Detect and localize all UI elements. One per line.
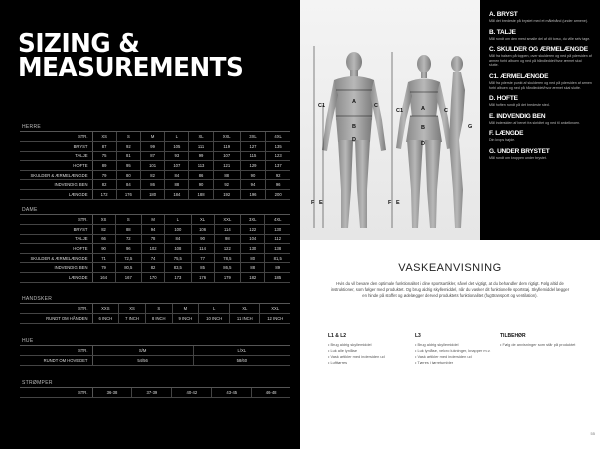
wash-instruction-item: • Luk lynlåse, velcro lukninger, knapper m.v. — [415, 348, 495, 354]
cell-value: 107 — [213, 151, 240, 161]
side-figure-svg — [435, 40, 480, 240]
cell-value: 78,5 — [214, 253, 240, 263]
cell-value: 196 — [240, 190, 266, 200]
handsker-size-table — [20, 296, 290, 324]
cell-value: S — [115, 215, 141, 225]
table-row — [20, 190, 290, 200]
cell-value: 84 — [116, 180, 140, 190]
section-label: DAME — [20, 207, 290, 215]
legend-title: D. HOFTE — [489, 95, 518, 103]
wash-instruction-item: • Tørres i tørretumbler — [415, 360, 495, 366]
wash-instruction-item: • Følg de anvisninger som står på produktet — [500, 342, 580, 348]
legend-description: Mål fra halsen på toppen, over skulderen og ned på ydersiden af armen forbi albuen og ned på håndleddet/hvor ærmet skal slutte. — [489, 54, 592, 68]
label-a-male: A — [352, 99, 356, 105]
legend-title: E. INDVENDIG BEN — [489, 112, 546, 120]
title-line-1: SIZING & — [18, 29, 140, 59]
wash-column-l3 — [415, 333, 495, 366]
cell-value: XXL — [213, 132, 240, 142]
cell-value: 115 — [240, 151, 266, 161]
cell-value: 114 — [191, 244, 214, 254]
washing-text: Hvis du vil bevare den optimale funktionalitet i dine sportsartikler, såvel det vigtigt, at du behandler dem rigtigt. Følg altid de instruktioner, som følger med produktet. Og brug aldrig skyllemiddel, når du vasker dit funktionelle sportstøj. Skyllemiddel lægger en hinde på stoffet og ødelægger derved produktets funktionalitet (fugttransport og ventilation). — [330, 281, 570, 299]
table-row — [20, 244, 290, 254]
cell-value: 122 — [214, 244, 240, 254]
wash-column-heading: L1 & L2 — [328, 333, 347, 339]
cell-value: XXL — [214, 215, 240, 225]
cell-value: 43-45 — [212, 388, 252, 398]
table-row — [20, 253, 290, 263]
table-row — [20, 151, 290, 161]
cell-value: 96 — [115, 244, 141, 254]
cell-value: 179 — [214, 273, 240, 283]
cell-value: 3XL — [240, 132, 266, 142]
cell-value: XL — [230, 304, 260, 314]
row-label: STR. — [20, 132, 92, 142]
cell-value: 90 — [189, 180, 213, 190]
section-label: HANDSKER — [20, 296, 290, 304]
cell-value: 119 — [213, 142, 240, 152]
cell-value: 4XL — [266, 132, 290, 142]
cell-value: 100 — [165, 225, 191, 235]
table-header-row — [20, 346, 290, 356]
label-f-female: F — [388, 200, 392, 206]
label-b-female: B — [421, 125, 425, 131]
cell-value: 123 — [266, 151, 290, 161]
cell-value: 46-48 — [252, 388, 290, 398]
row-label: TALJE — [20, 151, 92, 161]
table-header-row — [20, 132, 290, 142]
cell-value: 82 — [142, 263, 165, 273]
legend-title: C. SKULDER OG ÆRMELÆNGDE — [489, 46, 588, 54]
cell-value: 84 — [165, 170, 189, 180]
row-label: BRYST — [20, 142, 92, 152]
size-table — [20, 215, 290, 283]
row-label: STR. — [20, 304, 92, 314]
cell-value: 90 — [92, 244, 115, 254]
cell-value: 85 — [191, 263, 214, 273]
wash-instruction-item: • Vask artikler med indersiden ud — [415, 354, 495, 360]
size-table — [20, 304, 290, 324]
hue-size-table — [20, 338, 290, 366]
row-label: INDVENDIG BEN — [20, 180, 92, 190]
cell-value: 96 — [266, 180, 290, 190]
table-row — [20, 273, 290, 283]
cell-value: 164 — [92, 273, 115, 283]
cell-value: L/XL — [193, 346, 290, 356]
legend-item — [489, 148, 592, 161]
size-table — [20, 346, 290, 366]
page-number: 55 — [590, 431, 595, 436]
label-c1-female: C1 — [396, 108, 404, 114]
cell-value: 101 — [140, 161, 164, 171]
cell-value: 138 — [265, 244, 290, 254]
cell-value: 77 — [191, 253, 214, 263]
cell-value: 98 — [214, 234, 240, 244]
row-label: STR. — [20, 388, 92, 398]
cell-value: 137 — [266, 161, 290, 171]
cell-value: 72 — [115, 234, 141, 244]
cell-value: 9 INCH — [172, 314, 199, 324]
cell-value: 88 — [115, 225, 141, 235]
legend-description: Mål fra yderste punkt af skulderen og ned på ydersiden af armen forbi albuen og ned på håndleddet/hvor ærmet skal slutte. — [489, 80, 592, 90]
cell-value: 130 — [265, 225, 290, 235]
cell-value: 94 — [142, 225, 165, 235]
cell-value: 192 — [213, 190, 240, 200]
washing-title: VASKEANVISNING — [398, 262, 502, 274]
section-label: HUE — [20, 338, 290, 346]
cell-value: 86,5 — [214, 263, 240, 273]
legend-item — [489, 46, 592, 68]
cell-value: 82 — [92, 180, 116, 190]
cell-value: 4XL — [265, 215, 290, 225]
cell-value: XS — [92, 132, 116, 142]
cell-value: L — [165, 132, 189, 142]
cell-value: 92 — [266, 170, 290, 180]
cell-value: 176 — [191, 273, 214, 283]
cell-value: 11 INCH — [230, 314, 260, 324]
row-label: HOFTE — [20, 244, 92, 254]
cell-value: 99 — [140, 142, 164, 152]
cell-value: 172 — [92, 190, 116, 200]
cell-value: 87 — [140, 151, 164, 161]
cell-value: 8 INCH — [145, 314, 172, 324]
cell-value: 80,5 — [115, 263, 141, 273]
legend-item — [489, 11, 592, 24]
wash-column-tilbehoer — [500, 333, 580, 348]
legend-description: Din krops højde. — [489, 138, 516, 143]
cell-value: 82 — [140, 170, 164, 180]
row-label: HOFTE — [20, 161, 92, 171]
cell-value: 40-42 — [172, 388, 212, 398]
cell-value: 88 — [165, 180, 189, 190]
label-g-side: G — [468, 124, 473, 130]
cell-value: 80 — [116, 170, 140, 180]
cell-value: 107 — [165, 161, 189, 171]
cell-value: 106 — [191, 225, 214, 235]
table-row — [20, 225, 290, 235]
cell-value: 87 — [92, 142, 116, 152]
cell-value: 3XL — [241, 215, 265, 225]
cell-value: 10 INCH — [199, 314, 230, 324]
table-row — [20, 161, 290, 171]
wash-column-heading: L3 — [415, 333, 421, 339]
right-page — [300, 0, 600, 449]
legend-description: Mål rundt om kroppen under brystet. — [489, 155, 547, 160]
cell-value: 122 — [241, 225, 265, 235]
wash-instruction-item: • Brug aldrig skyllemiddel — [415, 342, 495, 348]
cell-value: 71 — [92, 253, 115, 263]
row-label: LÆNGDE — [20, 273, 92, 283]
row-label: TALJE — [20, 234, 92, 244]
table-row — [20, 170, 290, 180]
section-label: HERRE — [20, 124, 290, 132]
table-header-row — [20, 388, 290, 398]
section-label: STRØMPER — [20, 380, 290, 388]
wash-column-list — [328, 342, 408, 366]
cell-value: 111 — [189, 142, 213, 152]
legend-title: A. BRYST — [489, 11, 518, 18]
size-table — [20, 132, 290, 200]
cell-value: 188 — [189, 190, 213, 200]
cell-value: 94 — [240, 180, 266, 190]
cell-value: 79 — [92, 263, 115, 273]
cell-value: 184 — [165, 190, 189, 200]
cell-value: M — [140, 132, 164, 142]
cell-value: 92 — [213, 180, 240, 190]
cell-value: 86 — [189, 170, 213, 180]
cell-value: XS — [92, 215, 115, 225]
label-d-male: D — [352, 137, 356, 143]
label-e-male: E — [319, 200, 323, 206]
title-line-2: MEASUREMENTS — [18, 53, 244, 83]
cell-value: 112 — [265, 234, 290, 244]
table-header-row — [20, 215, 290, 225]
cell-value: 185 — [265, 273, 290, 283]
legend-description: Mål det bredeste på brystet med et målebånd (under armene). — [489, 19, 589, 23]
cell-value: 105 — [165, 142, 189, 152]
cell-value: 90 — [240, 170, 266, 180]
legend-description: Mål hoften rundt på det bredeste sted. — [489, 103, 550, 108]
cell-value: XL — [191, 215, 214, 225]
cell-value: XS — [119, 304, 146, 314]
cell-value: 37-39 — [132, 388, 172, 398]
cell-value: 88 — [213, 170, 240, 180]
cell-value: 86 — [140, 180, 164, 190]
cell-value: 95 — [116, 161, 140, 171]
cell-value: 173 — [165, 273, 191, 283]
cell-value: XXL — [260, 304, 290, 314]
cell-value: L — [199, 304, 230, 314]
wash-column-list — [500, 342, 580, 348]
cell-value: 54/56 — [92, 356, 193, 366]
table-row — [20, 263, 290, 273]
page-title — [18, 29, 244, 83]
table-row — [20, 142, 290, 152]
cell-value: 200 — [266, 190, 290, 200]
cell-value: XL — [189, 132, 213, 142]
cell-value: 84 — [165, 234, 191, 244]
wash-instruction-item: • Lufttørres — [328, 360, 408, 366]
table-header-row — [20, 304, 290, 314]
size-table — [20, 388, 290, 398]
label-e-female: E — [396, 200, 400, 206]
label-c-male: C — [374, 103, 378, 109]
legend-description: Mål rundt om den mest smalle del af dit torso, du ville selv tage. — [489, 36, 591, 41]
label-d-female: D — [421, 141, 425, 147]
dame-size-table — [20, 207, 290, 283]
legend-title: B. TALJE — [489, 28, 516, 36]
cell-value: 78 — [142, 234, 165, 244]
cell-value: 75 — [92, 151, 116, 161]
label-c1-male: C1 — [318, 103, 326, 109]
wash-column-heading: TILBEHØR — [500, 333, 526, 339]
legend-item — [489, 29, 592, 42]
row-label: SKULDER & ÆRMELÆNGDE — [20, 253, 92, 263]
legend-item — [489, 95, 592, 108]
cell-value: 66 — [92, 234, 115, 244]
cell-value: 99 — [189, 151, 213, 161]
cell-value: 113 — [189, 161, 213, 171]
cell-value: 114 — [214, 225, 240, 235]
cell-value: S — [116, 132, 140, 142]
cell-value: 12 INCH — [260, 314, 290, 324]
legend-title: C1. ÆRMELÆNGDE — [489, 72, 549, 80]
row-label: RUNDT OM HOVEDET — [20, 356, 92, 366]
herre-size-table — [20, 124, 290, 200]
table-row — [20, 356, 290, 366]
cell-value: 180 — [140, 190, 164, 200]
row-label: STR. — [20, 215, 92, 225]
cell-value: 82 — [92, 225, 115, 235]
table-row — [20, 234, 290, 244]
legend-item — [489, 130, 592, 143]
row-label: LÆNGDE — [20, 190, 92, 200]
wash-column-list — [415, 342, 495, 366]
cell-value: 170 — [142, 273, 165, 283]
cell-value: 81,5 — [265, 253, 290, 263]
legend-item — [489, 73, 592, 90]
row-label: INDVENDIG BEN — [20, 263, 92, 273]
cell-value: 167 — [115, 273, 141, 283]
cell-value: 6 INCH — [92, 314, 119, 324]
row-label: STR. — [20, 346, 92, 356]
cell-value: 36-38 — [92, 388, 132, 398]
row-label: BRYST — [20, 225, 92, 235]
table-row — [20, 180, 290, 190]
legend-title: G. UNDER BRYSTET — [489, 147, 550, 155]
cell-value: 92 — [116, 142, 140, 152]
label-c-female: C — [444, 108, 448, 114]
measurement-legend — [480, 0, 600, 240]
cell-value: 182 — [241, 273, 265, 283]
cell-value: 81 — [116, 151, 140, 161]
label-b-male: B — [352, 124, 356, 130]
cell-value: 121 — [213, 161, 240, 171]
cell-value: 90 — [191, 234, 214, 244]
legend-item — [489, 113, 592, 126]
wash-instruction-item: • Brug aldrig skyllemiddel — [328, 342, 408, 348]
wash-instruction-item: • Vask artikler med indersiden ud — [328, 354, 408, 360]
cell-value: 72,5 — [115, 253, 141, 263]
cell-value: 104 — [241, 234, 265, 244]
cell-value: M — [172, 304, 199, 314]
label-f-male: F — [311, 200, 315, 206]
cell-value: 58/60 — [193, 356, 290, 366]
cell-value: 79 — [92, 170, 116, 180]
cell-value: 135 — [266, 142, 290, 152]
cell-value: S/M — [92, 346, 193, 356]
legend-description: Mål indersiden af benet fra skridtet og ned til ankelknoen. — [489, 120, 581, 125]
cell-value: L — [165, 215, 191, 225]
cell-value: 130 — [241, 244, 265, 254]
cell-value: 80 — [241, 253, 265, 263]
row-label: SKULDER & ÆRMELÆNGDE — [20, 170, 92, 180]
cell-value: 89 — [92, 161, 116, 171]
legend-title: F. LÆNGDE — [489, 130, 524, 138]
wash-instruction-item: • Luk alle lynlåse — [328, 348, 408, 354]
cell-value: 83,5 — [165, 263, 191, 273]
cell-value: 75,5 — [165, 253, 191, 263]
cell-value: 108 — [165, 244, 191, 254]
side-female-figure — [449, 56, 465, 228]
row-label: RUNDT OM HÅNDEN — [20, 314, 92, 324]
cell-value: 127 — [240, 142, 266, 152]
cell-value: 89 — [265, 263, 290, 273]
cell-value: 7 INCH — [119, 314, 146, 324]
cell-value: S — [145, 304, 172, 314]
cell-value: M — [142, 215, 165, 225]
measurement-illustration — [300, 0, 600, 240]
cell-value: 74 — [142, 253, 165, 263]
table-row — [20, 314, 290, 324]
cell-value: 88 — [241, 263, 265, 273]
cell-value: XXS — [92, 304, 119, 314]
cell-value: 102 — [142, 244, 165, 254]
label-a-female: A — [421, 106, 425, 112]
strømper-size-table — [20, 380, 290, 398]
cell-value: 176 — [116, 190, 140, 200]
cell-value: 129 — [240, 161, 266, 171]
cell-value: 93 — [165, 151, 189, 161]
wash-column-l1-l2 — [328, 333, 408, 366]
